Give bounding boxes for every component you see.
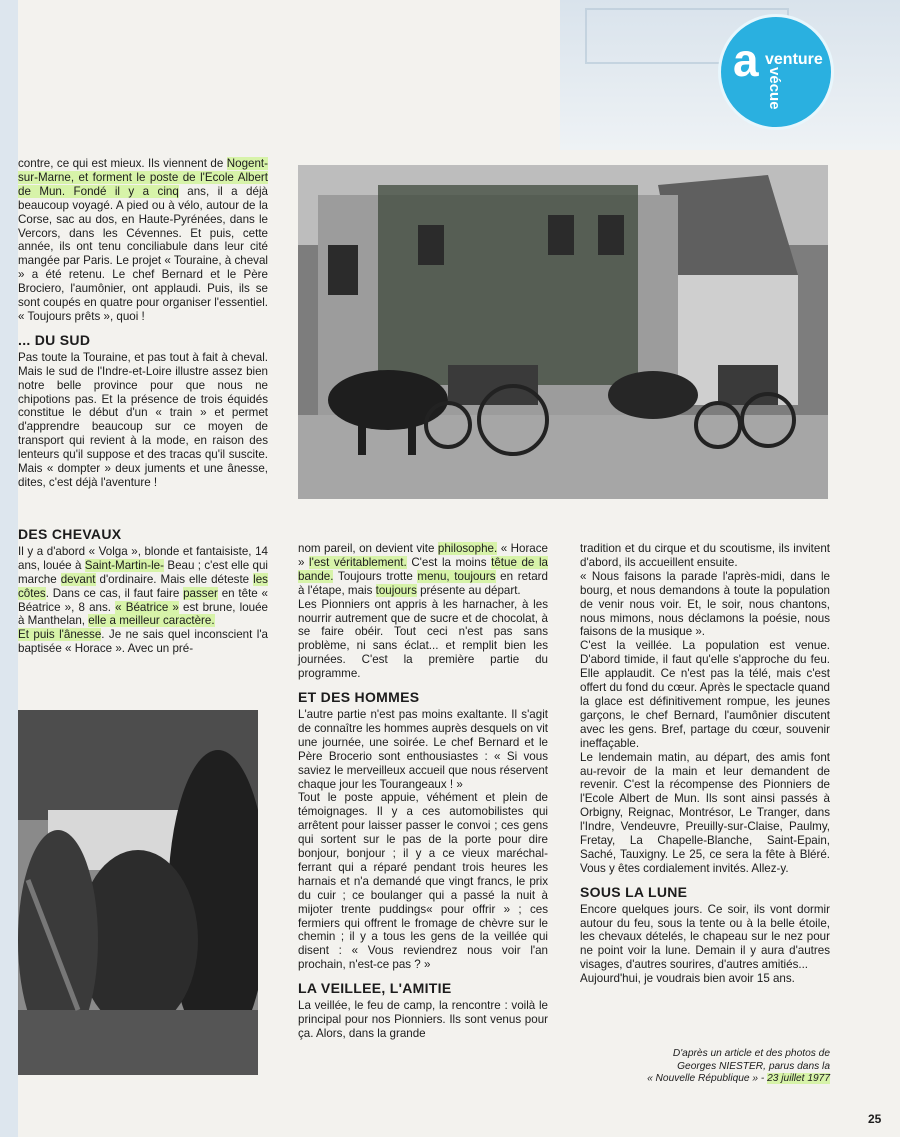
- paragraph: [18, 157, 268, 324]
- heading-du-sud: ... DU SUD: [18, 331, 91, 348]
- et-des-hommes-paragraphs: [298, 708, 548, 972]
- paragraph: [580, 542, 830, 570]
- paragraph: [18, 628, 268, 656]
- highlighted-text: passer: [183, 586, 218, 600]
- des-chevaux-paragraphs: [18, 545, 268, 656]
- text-run: présente au départ.: [416, 583, 521, 597]
- aventure-vecue-badge: [718, 14, 834, 130]
- heading-des-chevaux: DES CHEVAUX: [18, 526, 122, 542]
- text-run: Pas toute la Touraine, et pas tout à fait à cheval. Mais le sud de l'Indre-et-Loire illustre assez bien notre belle province pour que nous ne chipotions pas. Et la présence de trois équidés constitue le début d'un « train » et permet d'apprendre beaucoup sur ce moyen de transport qui revient à la mode, en raison des lenteurs qu'il suppose et des tracas qu'il suscite. Mais « dompter » deux juments et une ânesse, dites, c'est déjà l'aventure !: [18, 350, 268, 489]
- text-run: tradition et du cirque et du scoutisme, ils invitent d'abord, ils accueillent ensuite.: [580, 542, 830, 569]
- text-run: contre, ce qui est mieux. Ils viennent de: [18, 157, 227, 170]
- paragraph: [580, 639, 830, 750]
- column-3: [580, 542, 830, 986]
- text-run: en tête « Béatrice », 8 ans.: [18, 586, 268, 614]
- paragraph: [580, 972, 830, 986]
- photo-horse-carriages-drawing: [298, 165, 828, 499]
- text-run: L'autre partie n'est pas moins exaltante. Il s'agit de connaître les hommes auprès desquels on vit une journée, une soirée. Le chef Bernard et le Père Brocerio sont enthousiastes : « Si vous saviez le merveilleux accueil que nous réservent chaque jour les Tourangeaux ! »: [298, 707, 548, 791]
- paragraph: [580, 570, 830, 640]
- text-run: Encore quelques jours. Ce soir, ils vont dormir autour du feu, sous la tente ou à la belle étoile, les chevaux dételés, le chapeau sur le nez pour ne point voir la lune. Demain il y aura d'autres visages, d'autres sourires, d'autres amitiés...: [580, 902, 830, 972]
- photo-horse-closeup-drawing: [18, 710, 258, 1075]
- column-1-bottom: [18, 528, 268, 656]
- la-veillee-paragraphs: [298, 999, 548, 1041]
- col2-paragraphs: [298, 542, 548, 681]
- paragraph: [298, 791, 548, 972]
- highlighted-text: Nogent-sur-Marne, et forment le poste de l'Ecole Albert de Mun. Fondé il y a cinq: [18, 157, 268, 198]
- article-credit: [580, 1048, 830, 1086]
- column-2: [298, 542, 548, 1041]
- credit-date: 23 juillet 1977: [767, 1073, 830, 1084]
- highlighted-text: Saint-Martin-le-: [84, 558, 164, 572]
- col3-paragraphs: [580, 542, 830, 876]
- badge-word-vecue: vécue: [766, 67, 783, 110]
- credit-line-1: D'après un article et des photos de: [672, 1048, 830, 1059]
- page-number: 25: [868, 1112, 882, 1126]
- text-run: nom pareil, on devient vite: [298, 542, 438, 555]
- intro-paragraphs: [18, 157, 268, 324]
- text-run: . Dans ce cas, il faut faire: [45, 586, 184, 600]
- text-run: C'est la veillée. La population est venue. D'abord timide, il faut qu'elle s'approche du feu. Elle applaudit. Ce n'est pas la télé, mais c'est offert du fond du cœur. Après le spectacle quand la glace est définitivement rompue, les jeunes garçons, le chef Bernard, l'aumônier discutent avec les gens. Bref, partage du cœur, souvenir ineffaçable.: [580, 639, 830, 750]
- heading-et-des-hommes: ET DES HOMMES: [298, 689, 420, 706]
- text-run: C'est la moins: [406, 555, 492, 569]
- column-1-top: [18, 157, 268, 490]
- text-run: Le lendemain matin, au départ, des amis font au-revoir de la main et leur demandent de revenir. C'est la récompense des Pionniers de l'Ecole Albert de Mun. Ils sont ainsi passés à Orbigny, Reignac, Montrésor, Le Tranger, dans l'Indre, Vendeuvre, Preuilly-sur-Claise, Paulmy, Fretay, La Chapelle-Blanche, Saint-Epain, Saché, Tauxigny. Le 25, ce sera la fête à Bléré. Vous y êtes cordialement invités. Allez-y.: [580, 750, 830, 875]
- highlighted-text: philosophe.: [437, 542, 498, 555]
- highlighted-text: Et puis l'ânesse: [18, 628, 102, 642]
- text-run: d'ordinaire. Mais elle déteste: [95, 572, 254, 586]
- highlighted-text: les côtes: [18, 572, 268, 600]
- credit-line-3: [580, 1073, 830, 1086]
- sous-la-lune-paragraphs: [580, 903, 830, 986]
- paragraph: [18, 545, 268, 628]
- text-run: Il y a d'abord « Volga », blonde et fantaisiste, 14 ans, louée à: [18, 544, 268, 572]
- text-run: La veillée, le feu de camp, la rencontre : voilà le principal pour nos Pionniers. Ils sont venus pour ça. Alors, dans la grande: [298, 999, 548, 1040]
- paragraph: [298, 999, 548, 1041]
- credit-line-2: Georges NIESTER, parus dans la: [677, 1060, 830, 1072]
- paragraph: [298, 598, 548, 681]
- text-run: Beau ; c'est elle qui marche: [18, 558, 268, 586]
- credit-source: « Nouvelle République » -: [647, 1073, 768, 1084]
- left-bleed-image: [0, 0, 18, 1137]
- paragraph: [580, 903, 830, 973]
- text-run: Les Pionniers ont appris à les harnacher, à les nourrir autrement que de sucre et de chocolat, à se faire obéir. Tout ceci n'est pas sans problème, ni sans éclat... et remplit bien les journées. C'est la première partie du programme.: [298, 597, 548, 681]
- photo-horse-carriages: [298, 165, 828, 499]
- heading-sous-la-lune: SOUS LA LUNE: [580, 883, 688, 900]
- paragraph: [298, 542, 548, 598]
- text-run: ans, il a déjà beaucoup voyagé. A pied ou à vélo, autour de la Corse, sac au dos, en Haute-Pyrénées, dans le Vercors, dans les Cévennes. Et puis, cette année, ils ont tenu conciliabule dans leur cité mangée par Paris. Le projet « Touraine, à cheval » a été retenu. Le chef Bernard et le Père Brociero, l'aumônier, ont applaudi. Puis, ils se sont coupés en quatre pour organiser l'essentiel. « Toujours prêts », quoi !: [18, 184, 268, 323]
- text-run: en retard à l'étape, mais: [298, 569, 548, 597]
- paragraph: [298, 708, 548, 791]
- text-run: « Nous faisons la parade l'après-midi, dans le bourg, et nous demandons à toute la population de venir nous voir. Et, le soir, nous chantons, nous mimons, nous déclamons la poésie, nous faisons de la musique ».: [580, 569, 830, 639]
- highlighted-text: l'est véritablement.: [309, 555, 407, 569]
- text-run: Toujours trotte: [333, 569, 418, 583]
- text-run: est brune, louée à Manthelan,: [18, 600, 268, 628]
- highlighted-text: « Béatrice »: [115, 600, 179, 614]
- text-run: Aujourd'hui, je voudrais bien avoir 15 ans.: [580, 972, 795, 986]
- text-run: Tout le poste appuie, véhément et plein de témoignages. Il y a ces automobilistes qui arrêtent pour laisser passer le convoi ; ces gens qui sortent sur le pas de la porte pour dire bonjour, bonjour ; il y a ce vieux maréchal-ferrant qui a réparé pendant trois heures les harnais et n'a demandé que vingt francs, le prix du cuir ; ce boulanger qui a passé la nuit à mijoter trente puddings« pour offrir » ; ces fermiers qui offrent le fromage de chèvre sur le chemin ; il y a tous les gens de la veillée qui disent : « Vous reviendrez nous voir l'an prochain, n'est-ce pas ? »: [298, 791, 548, 972]
- highlighted-text: menu, toujours: [417, 569, 496, 583]
- paragraph: [18, 351, 268, 490]
- highlighted-text: toujours: [375, 583, 417, 597]
- badge-word-venture: venture: [765, 51, 823, 68]
- text-run: . Je ne sais quel inconscient l'a baptisée « Horace ». Avec un pré-: [18, 628, 268, 656]
- photo-horse-closeup: [18, 710, 258, 1075]
- heading-la-veillee: LA VEILLEE, L'AMITIE: [298, 980, 452, 997]
- highlighted-text: elle a meilleur caractère.: [88, 614, 215, 628]
- badge-letter: a: [733, 34, 759, 86]
- du-sud-paragraphs: [18, 351, 268, 490]
- text-run: « Horace »: [298, 542, 548, 569]
- paragraph: [580, 751, 830, 876]
- highlighted-text: têtue de la bande.: [298, 555, 549, 583]
- highlighted-text: devant: [60, 572, 96, 586]
